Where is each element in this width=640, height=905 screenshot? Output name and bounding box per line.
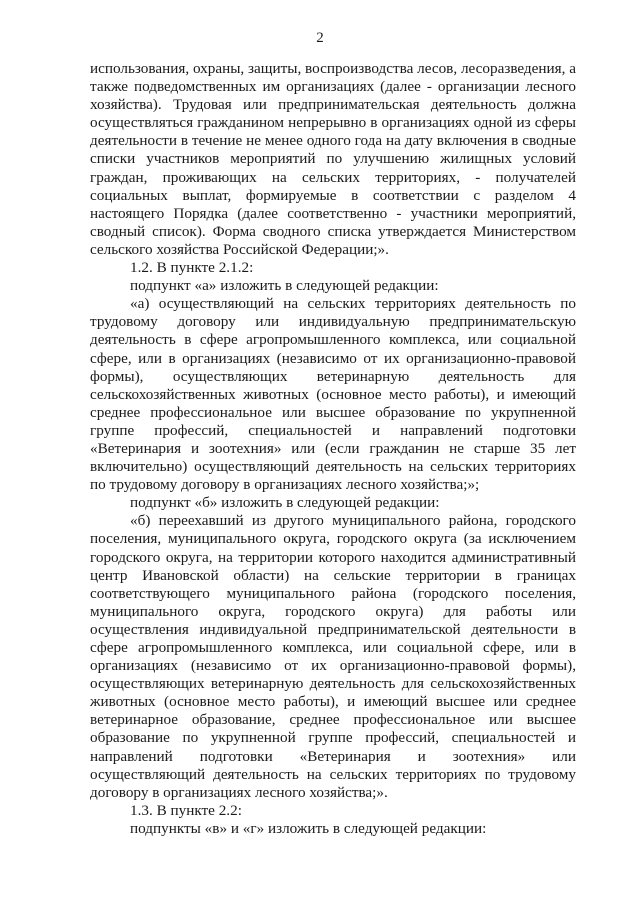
- paragraph-subitems-v-g-instruction: подпункты «в» и «г» изложить в следующей редакции:: [130, 819, 487, 837]
- paragraph-subitem-b-instruction: подпункт «б» изложить в следующей редакции:: [130, 494, 440, 512]
- paragraph-subitem-a-instruction: подпункт «а» изложить в следующей редакции:: [130, 277, 439, 295]
- paragraph-subitem-b-text: «б) переехавший из другого муниципального района, городского поселения, муниципального округа, городского округа (за исключением городского округа, на территории которого находится административный центр Ивановской области) на сельские территории в границах соответствующего муниципального района (городского поселения, муниципального округа, городского округа) для работы или осуществления индивидуальной предпринимательской деятельности в сфере агропромышленного комплекса, или социальной сфере, или в организациях (независимо от их организационно-правовой формы), осуществляющих ветеринарную деятельность для сельскохозяйственных животных (основное место работы), и имеющий высшее или среднее ветеринарное образование, среднее профессиональное или высшее образование по укрупненной группе профессий, специальностей и направлений подготовки «Ветеринария и зоотехния» или осуществляющий деятельность на сельских территориях по трудовому договору в организациях лесного хозяйства;».: [90, 512, 576, 801]
- paragraph-continuation: использования, охраны, защиты, воспроизводства лесов, лесоразведения, а также подведомственных им организациях (далее - организации лесного хозяйства). Трудовая или предпринимательская деятельность должна осуществляться гражданином непрерывно в организациях одной из сферы деятельности в течение не менее одного года на дату включения в сводные списки участников мероприятий по улучшению жилищных условий граждан, проживающих на сельских территориях, - получателей социальных выплат, формируемые в соответствии с разделом 4 настоящего Порядка (далее соответственно - участники мероприятий, сводный список). Форма сводного списка утверждается Министерством сельского хозяйства Российской Федерации;».: [90, 60, 576, 258]
- paragraph-subitem-a-text: «а) осуществляющий на сельских территориях деятельность по трудовому договору или индивидуальную предпринимательскую деятельность в сфере агропромышленного комплекса, или социальной сфере, или в организациях (независимо от их организационно-правовой формы), осуществляющих ветеринарную деятельность для сельскохозяйственных животных (основное место работы), и имеющий среднее профессиональное или высшее образование по укрупненной группе профессий, специальностей и направлений подготовки «Ветеринария и зоотехния» или (если гражданин не старше 35 лет включительно) осуществляющий деятельность на сельских территориях по трудовому договору в организациях лесного хозяйства;»;: [90, 295, 576, 494]
- page-number: 2: [316, 30, 324, 46]
- paragraph-item-1-3: 1.3. В пункте 2.2:: [130, 801, 242, 819]
- paragraph-item-1-2: 1.2. В пункте 2.1.2:: [130, 259, 254, 277]
- document-body: [90, 60, 576, 838]
